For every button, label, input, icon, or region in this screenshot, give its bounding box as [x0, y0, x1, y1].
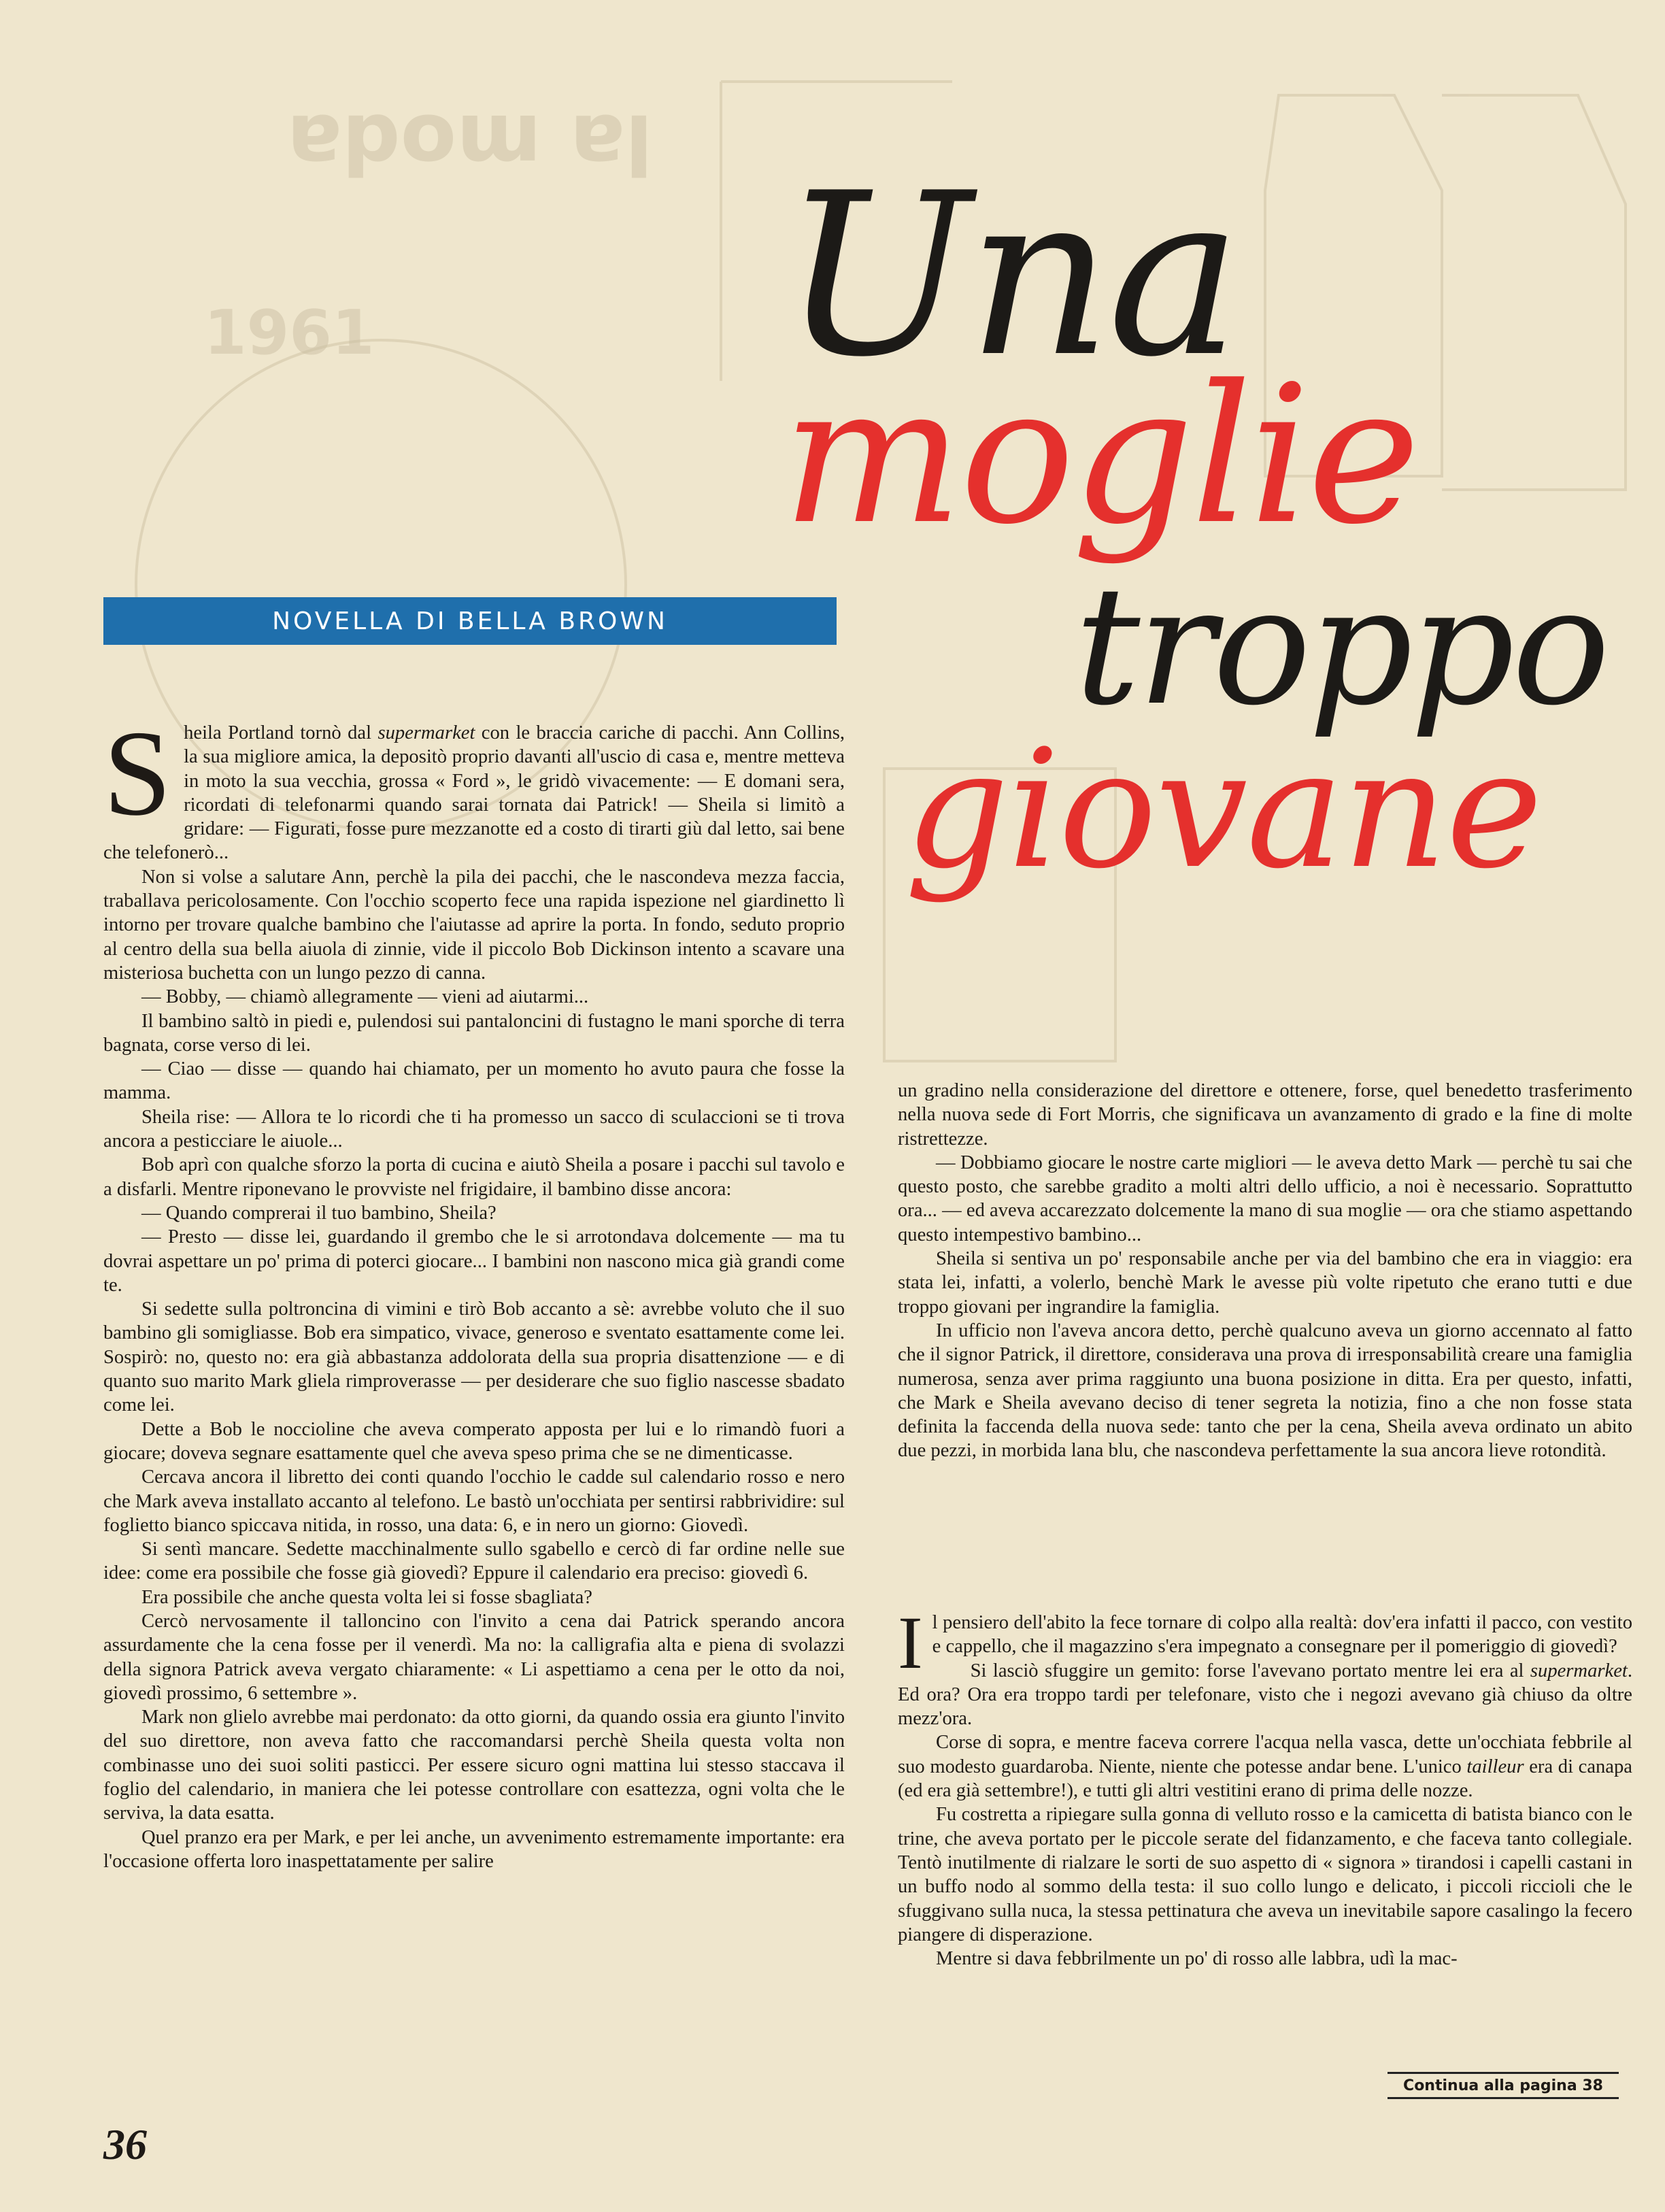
- paragraph: Sheila rise: — Allora te lo ricordi che ti ha promesso un sacco di sculaccioni se ti trova ancora a pesticciare le aiuole...: [103, 1106, 845, 1152]
- bleed-text-2: 1961: [204, 297, 375, 369]
- title-word-una: Una: [782, 145, 1238, 406]
- paragraph: Corse di sopra, e mentre faceva correre l'acqua nella vasca, dette un'occhiata febbrile al suo modesto guardaroba. Niente, niente che potesse andar bene. L'unico tailleur era di canapa (ed era già settembre!), e tutti gli altri vestitini erano di prima delle nozze.: [898, 1732, 1632, 1802]
- paragraph: Fu costretta a ripiegare sulla gonna di velluto rosso e la camicetta di batista bianco con le trine, che aveva portato per le piccole serate del fidanzamento, e che faceva tanto collegiale. Tentò inutilmente di rialzare le sorti de suo aspetto di « signora » tirandosi i capelli castani in un buffo nodo al sommo della testa: il suo collo lungo e delicato, i piccoli riccioli che le sfuggivano sulla nuca, la stessa pettinatura che aveva un inevitabile sapore casalingo la fecero piangere di disperazione.: [898, 1804, 1632, 1945]
- paragraph: Quel pranzo era per Mark, e per lei anche, un avvenimento estremamente importante: era l'occasione offerta loro inaspettatamente per salire: [103, 1826, 845, 1872]
- title-word-giovane: giovane: [905, 714, 1542, 905]
- paragraph: Mark non glielo avrebbe mai perdonato: da otto giorni, da quando ossia era giunto l'invito del suo direttore, non aveva fatto che raccomandarsi perchè Sheila questa volta non combinasse uno dei suoi soliti pasticci. Per essere sicuro ogni mattina lui stesso staccava il foglio del calendario, in maniera che lei potesse controllare con esattezza, ogni volta che le serviva, la data esatta.: [103, 1707, 845, 1824]
- paragraph-text-rest: l pensiero dell'abito la fece tornare di colpo alla realtà: dov'era infatti il pacco, con vestito e cappello, che il magazzino s'era impegnato a consegnare per il pomeriggio di giovedì?: [932, 1612, 1632, 1658]
- paragraph: Bob aprì con qualche sforzo la porta di cucina e aiutò Sheila a posare i pacchi sul tavolo e a disfarli. Mentre riponevano le provviste nel frigidaire, il bambino disse ancora:: [103, 1154, 845, 1200]
- title-word-troppo: troppo: [1075, 551, 1608, 741]
- bleed-pattern-body: [1442, 95, 1626, 490]
- paragraph: Era possibile che anche questa volta lei si fosse sbagliata?: [141, 1586, 592, 1608]
- continued-on-page-label: Continua alla pagina 38: [1388, 2072, 1619, 2099]
- drop-cap: I: [898, 1601, 923, 1684]
- paragraph: — Bobby, — chiamò allegramente — vieni ad aiutarmi...: [141, 986, 589, 1008]
- paragraph: Dette a Bob le noccioline che aveva comperato apposta per lui e lo rimandò fuori a giocare; doveva segnare esattamente quel che aveva speso prima che se ne dimenticasse.: [103, 1418, 845, 1464]
- paragraph: — Dobbiamo giocare le nostre carte migliori — le aveva detto Mark — perchè tu sai che questo posto, che sarebbe gradito a molti altri dello ufficio, a noi è necessario. Soprattutto ora... — ed aveva accarezzato dolcemente la mano di sua moglie — ora che stiamo aspettando questo intempestivo bambino...: [898, 1152, 1632, 1245]
- paragraph: un gradino nella considerazione del direttore e ottenere, forse, quel benedetto trasferimento nella nuova sede di Fort Morris, che significava un avanzamento di grado e la fine di molte ristrettezze.: [898, 1080, 1632, 1150]
- paragraph: Cercava ancora il libretto dei conti quando l'occhio le cadde sul calendario rosso e nero che Mark aveva installato accanto al telefono. Le bastò un'occhiata per sentirsi rabbrividire: sul foglietto bianco spiccava nitida, in rosso, una data: 6, e in nero un giorno: Giovedì.: [103, 1467, 845, 1536]
- paragraph: Mentre si dava febbrilmente un po' di rosso alle labbra, udì la mac-: [936, 1948, 1458, 1970]
- page-number: 36: [103, 2120, 147, 2168]
- paragraph: Il bambino saltò in piedi e, pulendosi sui pantaloncini di fustagno le mani sporche di terra bagnata, corse verso di lei.: [103, 1010, 845, 1056]
- paragraph: — Presto — disse lei, guardando il grembo che le si arrotondava dolcemente — ma tu dovrai aspettare un po' prima di poterci giocare... I bambini non nascono mica già grandi come te.: [103, 1226, 845, 1296]
- paragraph-text-rest: heila Portland tornò dal supermarket con le braccia cariche di pacchi. Ann Collins, la sua migliore amica, la depositò proprio davanti all'uscio di casa e, mentre metteva in moto la sua vecchia, grossa « Ford », le gridò vivacemente: — E domani sera, ricordati di telefonarmi quando sarai tornata dai Patrick! — Sheila si limitò a gridare: — Figurati, fosse pure mezzanotte ed a costo di tirarti giù dal letto, sai bene che telefonerò...: [103, 722, 845, 864]
- bleed-text-1: la moda: [286, 96, 653, 190]
- paragraph: Cercò nervosamente il talloncino con l'invito a cena dai Patrick sperando ancora assurdamente che la cena fosse per il venerdì. Ma no: la calligrafia alta e piena di svolazzi della signora Patrick aveva vergato chiaramente: « Li aspettiamo a cena per le otto da noi, giovedì prossimo, 6 settembre ».: [103, 1610, 845, 1704]
- paragraph: Sheila si sentiva un po' responsabile anche per via del bambino che era in viaggio: era stata lei, infatti, a volerlo, benchè Mark le avesse più volte ripetuto che erano tutti e due troppo giovani per ingrandire la famiglia.: [898, 1248, 1632, 1318]
- drop-cap: S: [103, 705, 172, 841]
- byline-banner: NOVELLA DI BELLA BROWN: [103, 597, 837, 645]
- paragraph: Si sedette sulla poltroncina di vimini e tirò Bob accanto a sè: avrebbe voluto che il suo bambino gli somigliasse. Bob era simpatico, vivace, generoso e sventato esattamente come lei. Sospirò: no, questo no: era già abbastanza addolorata della sua propria disattenzione — e di quanto suo marito Mark gliela rimproverasse — per desiderare che suo figlio nascesse sbadato come lei.: [103, 1298, 845, 1416]
- paragraph: Non si volse a salutare Ann, perchè la pila dei pacchi, che le nascondeva mezza faccia, traballava pericolosamente. Con l'occhio scoperto fece una rapida ispezione nel giardinetto lì intorno per trovare qualche bambino che l'aiutasse ad aprire la porta. In fondo, seduto proprio al centro della sua bella aiuola di zinnie, vide il piccolo Bob Dickinson intento a scavare una misteriosa buchetta con un lungo pezzo di canna.: [103, 866, 845, 984]
- left-column: [103, 705, 845, 1873]
- paragraph: — Ciao — disse — quando hai chiamato, per un momento ho avuto paura che fosse la mamma.: [103, 1058, 845, 1104]
- paragraph: — Quando comprerai il tuo bambino, Sheila?: [141, 1202, 497, 1224]
- paragraph: In ufficio non l'aveva ancora detto, perchè qualcuno aveva un giorno accennato al fatto che il signor Patrick, il direttore, considerava una prova di irresponsabilità creare una famiglia numerosa, senza aver prima raggiunto una buona posizione in ditta. Era per questo, infatti, che Mark e Sheila avevano deciso di tener segreta la notizia, fino a che non fosse stata definita la faccenda della nuova sede: tanto che per la cena, Sheila aveva ordinato un abito due pezzi, in morbida lana blu, che nascondeva perfettamente la sua ancora lieve rotondità.: [898, 1320, 1632, 1462]
- right-column-bottom: [898, 1601, 1632, 1971]
- paragraph: [898, 1601, 1632, 1684]
- paragraph: [103, 705, 845, 865]
- right-column-top: [898, 1079, 1632, 1463]
- title-word-moglie: moglie: [782, 345, 1418, 567]
- paragraph: Si sentì mancare. Sedette macchinalmente sullo sgabello e cercò di far ordine nelle sue idee: come era possibile che fosse già giovedì? Eppure il calendario era preciso: giovedì 6.: [103, 1539, 845, 1584]
- paragraph: Si lasciò sfuggire un gemito: forse l'avevano portato mentre lei era al supermarket. Ed ora? Ora era troppo tardi per telefonare, visto che i negozi avevano già chiuso da oltre mezz'ora.: [898, 1660, 1632, 1730]
